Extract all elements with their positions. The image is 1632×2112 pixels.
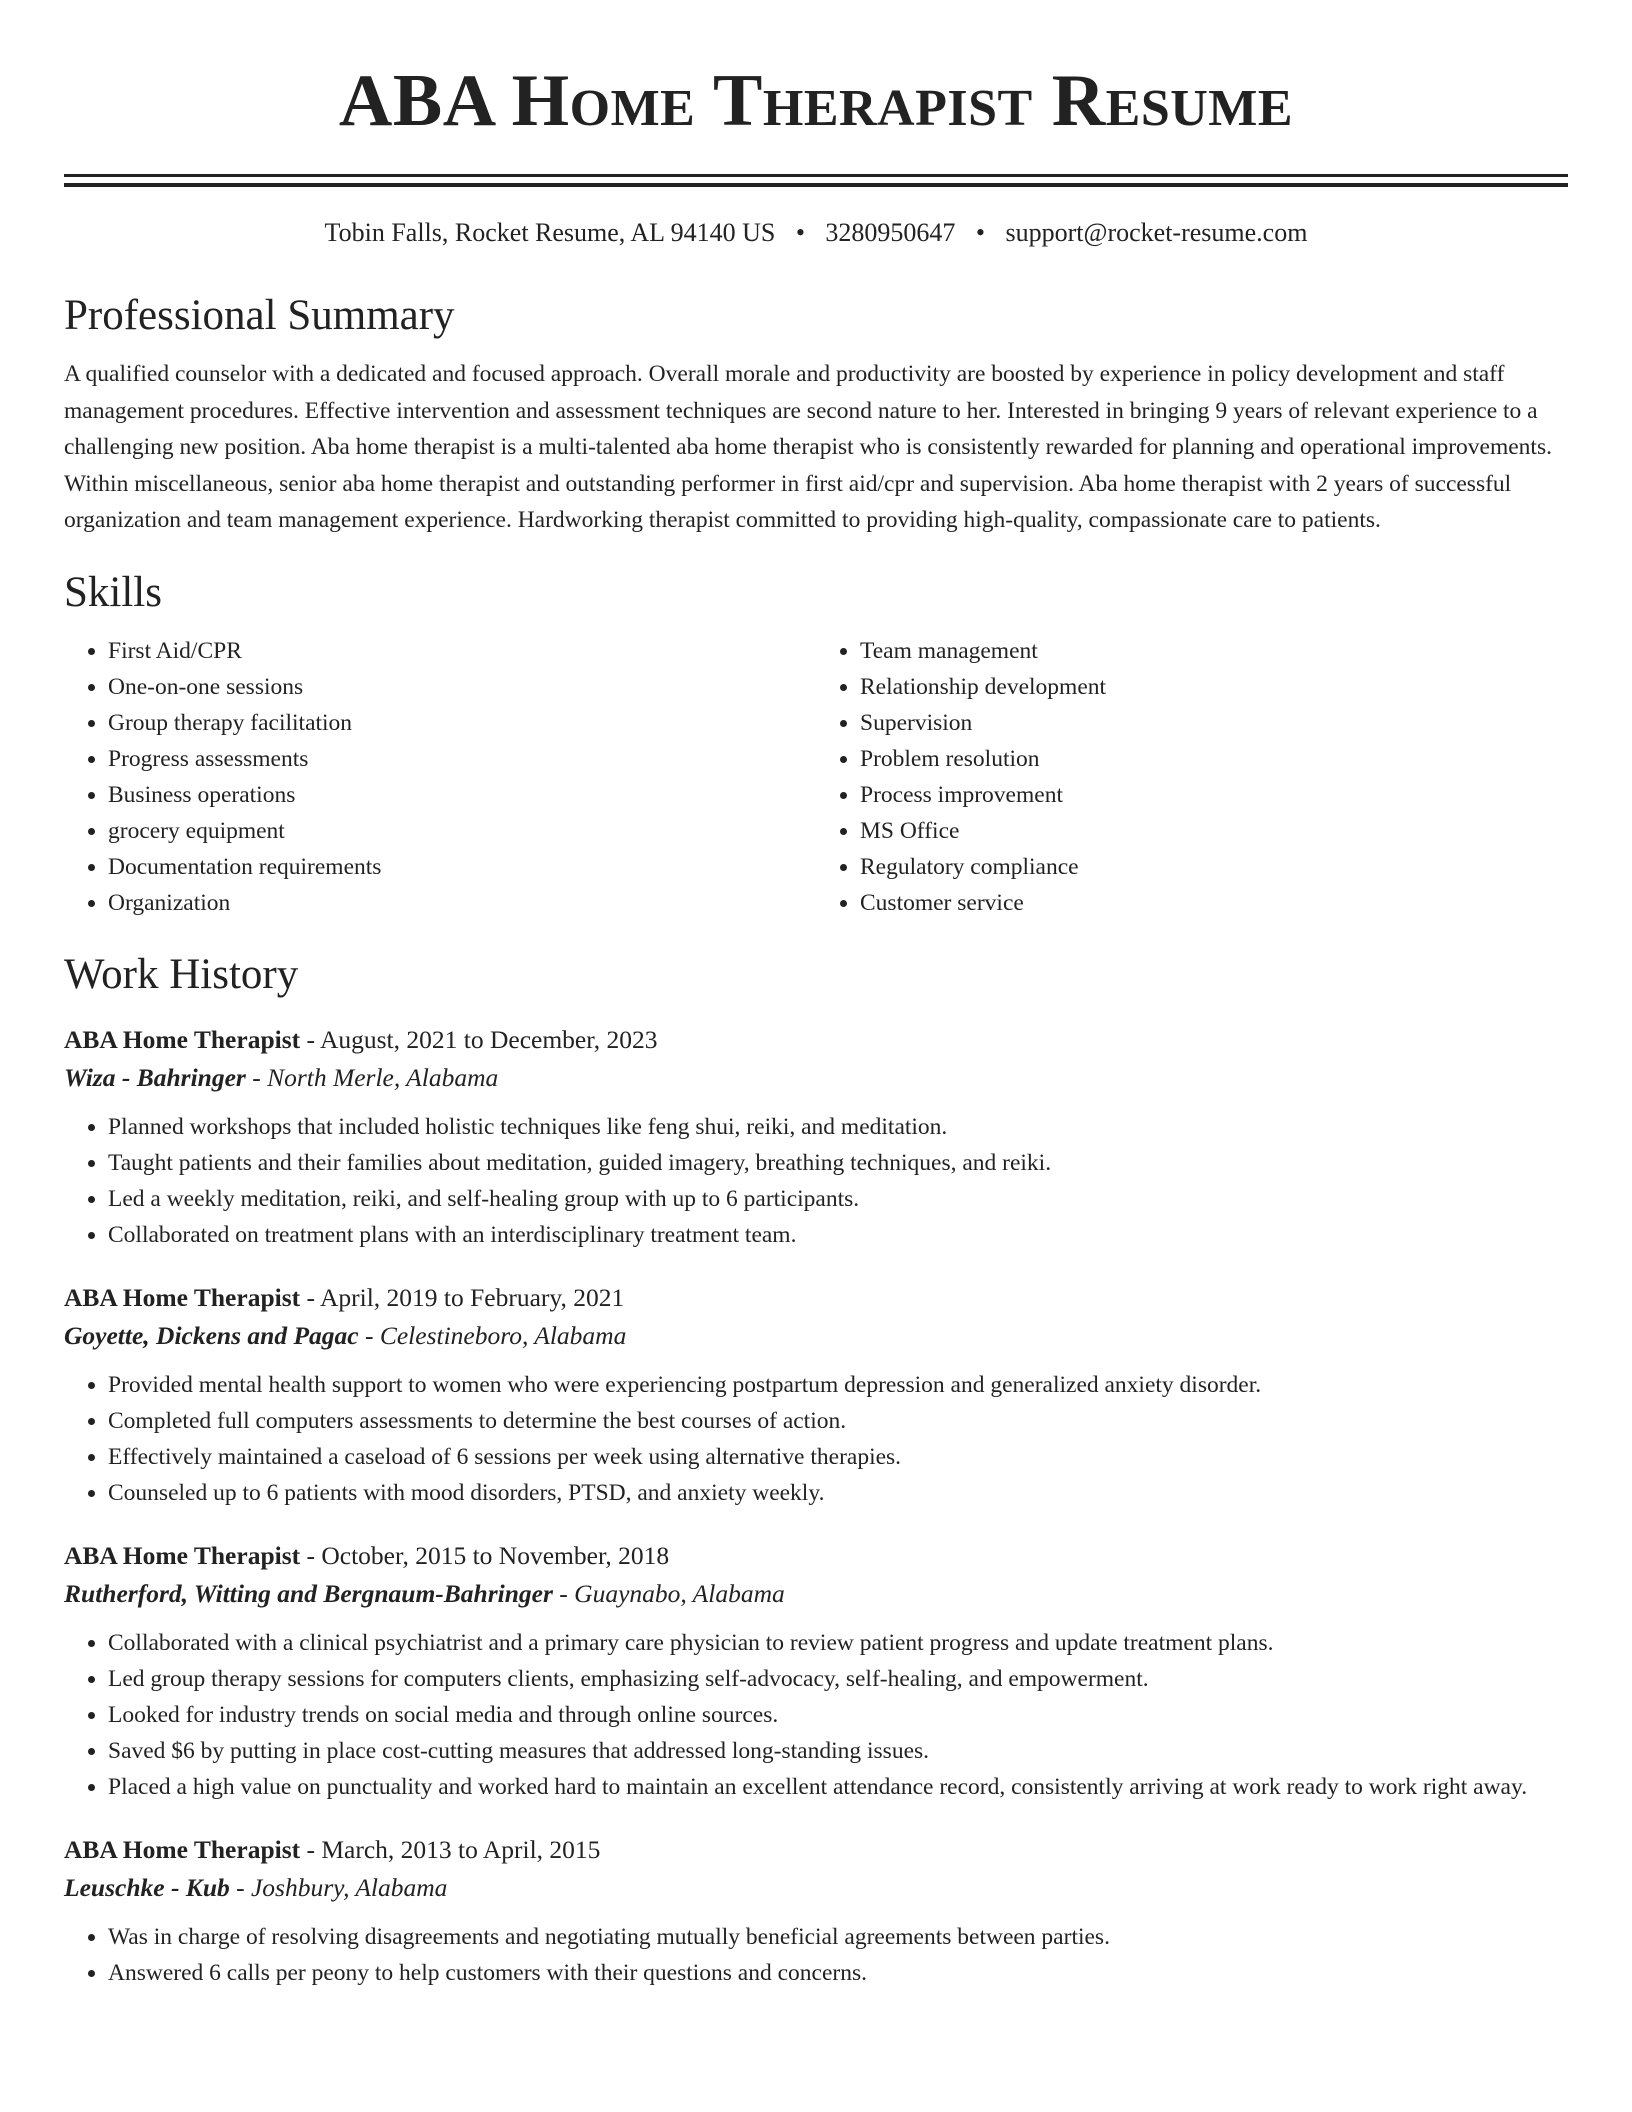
job-bullet: • Taught patients and their families about meditation, guided imagery, breathing techniques, and reiki.: [108, 1145, 1568, 1181]
title-divider: [64, 174, 1568, 187]
job-dates: - April, 2019 to February, 2021: [300, 1282, 625, 1312]
job-bullets: [64, 1367, 1568, 1511]
skill-item: • Customer service: [860, 885, 1568, 921]
skills-section: [64, 565, 1568, 921]
job-entry: [64, 1279, 1568, 1511]
job-bullet: • Was in charge of resolving disagreements and negotiating mutually beneficial agreements between parties.: [108, 1919, 1568, 1955]
skill-item: • Organization: [108, 885, 816, 921]
job-location: - Guaynabo, Alabama: [552, 1578, 785, 1608]
job-bullet: • Counseled up to 6 patients with mood disorders, PTSD, and anxiety weekly.: [108, 1475, 1568, 1511]
job-title: ABA Home Therapist: [64, 1024, 301, 1054]
job-location: - Joshbury, Alabama: [229, 1872, 448, 1902]
skill-item: • grocery equipment: [108, 813, 816, 849]
job-bullet: • Provided mental health support to women who were experiencing postpartum depression and generalized anxiety disorder.: [108, 1367, 1568, 1403]
job-title-line: [64, 1021, 1568, 1059]
job-bullets: [64, 1919, 1568, 1991]
contact-line: [64, 215, 1568, 251]
job-bullet: • Collaborated with a clinical psychiatrist and a primary care physician to review patient progress and update treatment plans.: [108, 1625, 1568, 1661]
job-bullet: • Planned workshops that included holistic techniques like feng shui, reiki, and meditation.: [108, 1109, 1568, 1145]
job-bullet: • Saved $6 by putting in place cost-cutting measures that addressed long-standing issues.: [108, 1733, 1568, 1769]
contact-separator: •: [975, 218, 986, 247]
skills-list-right: [816, 633, 1568, 921]
job-company: Rutherford, Witting and Bergnaum-Bahringer: [64, 1578, 553, 1608]
summary-heading: Professional Summary: [64, 292, 455, 339]
job-bullet: • Placed a high value on punctuality and worked hard to maintain an excellent attendance record, consistently arriving at work ready to work right away.: [108, 1769, 1568, 1805]
skill-item: • Progress assessments: [108, 741, 816, 777]
skill-item: • Supervision: [860, 705, 1568, 741]
work-history-heading: Work History: [64, 950, 299, 998]
summary-section: [64, 288, 1568, 539]
job-bullet: • Led group therapy sessions for computers clients, emphasizing self-advocacy, self-healing, and empowerment.: [108, 1661, 1568, 1697]
contact-separator: •: [795, 218, 805, 247]
job-bullets: [64, 1109, 1568, 1253]
skill-item: • Team management: [860, 633, 1568, 669]
skill-item: • Documentation requirements: [108, 849, 816, 885]
skill-item: • Relationship development: [860, 669, 1568, 705]
skill-item: • Process improvement: [860, 777, 1568, 813]
skills-columns: [64, 633, 1568, 921]
job-bullets: [64, 1625, 1568, 1805]
skill-item: • Group therapy facilitation: [108, 705, 816, 741]
skill-item: • Regulatory compliance: [860, 849, 1568, 885]
job-title-line: [64, 1831, 1568, 1869]
job-dates: - August, 2021 to December, 2023: [300, 1024, 658, 1054]
job-location: - Celestineboro, Alabama: [358, 1320, 627, 1350]
job-title-line: [64, 1279, 1568, 1317]
contact-email: support@rocket-resume.com: [1005, 218, 1308, 247]
job-entry: [64, 1537, 1568, 1805]
job-bullet: • Led a weekly meditation, reiki, and self-healing group with up to 6 participants.: [108, 1181, 1568, 1217]
work-history-section: [64, 947, 1568, 1991]
skill-item: • MS Office: [860, 813, 1568, 849]
job-dates: - March, 2013 to April, 2015: [300, 1834, 601, 1864]
job-title: ABA Home Therapist: [64, 1540, 301, 1570]
job-location: - North Merle, Alabama: [245, 1062, 499, 1092]
job-company-line: [64, 1575, 1568, 1613]
contact-address: Tobin Falls, Rocket Resume, AL 94140 US: [324, 218, 776, 247]
job-bullet: • Answered 6 calls per peony to help customers with their questions and concerns.: [108, 1955, 1568, 1991]
skills-list-left: [64, 633, 816, 921]
job-company: Leuschke - Kub: [64, 1872, 230, 1902]
skill-item: • One-on-one sessions: [108, 669, 816, 705]
job-title: ABA Home Therapist: [64, 1834, 301, 1864]
job-company-line: [64, 1059, 1568, 1097]
contact-phone: 3280950647: [825, 218, 956, 247]
job-company: Wiza - Bahringer: [64, 1062, 246, 1092]
job-title: ABA Home Therapist: [64, 1282, 301, 1312]
job-bullet: • Completed full computers assessments to determine the best courses of action.: [108, 1403, 1568, 1439]
job-company-line: [64, 1317, 1568, 1355]
job-entry: [64, 1831, 1568, 1991]
summary-text: A qualified counselor with a dedicated and focused approach. Overall morale and productivity are boosted by experience in policy development and staff management procedures. Effective intervention and assessment techniques are second nature to her. Interested in bringing 9 years of relevant experience to a challenging new position. Aba home therapist is a multi-talented aba home therapist who is consistently rewarded for planning and operational improvements. Within miscellaneous, senior aba home therapist and outstanding performer in first aid/cpr and supervision. Aba home therapist with 2 years of successful organization and team management experience. Hardworking therapist committed to providing high-quality, compassionate care to patients.: [64, 361, 1552, 533]
skill-item: • Business operations: [108, 777, 816, 813]
job-entry: [64, 1021, 1568, 1253]
job-bullet: • Collaborated on treatment plans with an interdisciplinary treatment team.: [108, 1217, 1568, 1253]
job-title-line: [64, 1537, 1568, 1575]
job-company: Goyette, Dickens and Pagac: [64, 1320, 359, 1350]
resume-title: ABA Home Therapist Resume: [338, 60, 1294, 142]
job-bullet: • Looked for industry trends on social media and through online sources.: [108, 1697, 1568, 1733]
job-bullet: • Effectively maintained a caseload of 6 sessions per week using alternative therapies.: [108, 1439, 1568, 1475]
job-company-line: [64, 1869, 1568, 1907]
job-dates: - October, 2015 to November, 2018: [300, 1540, 670, 1570]
skills-heading: Skills: [64, 568, 162, 616]
skill-item: • First Aid/CPR: [108, 633, 816, 669]
skill-item: • Problem resolution: [860, 741, 1568, 777]
